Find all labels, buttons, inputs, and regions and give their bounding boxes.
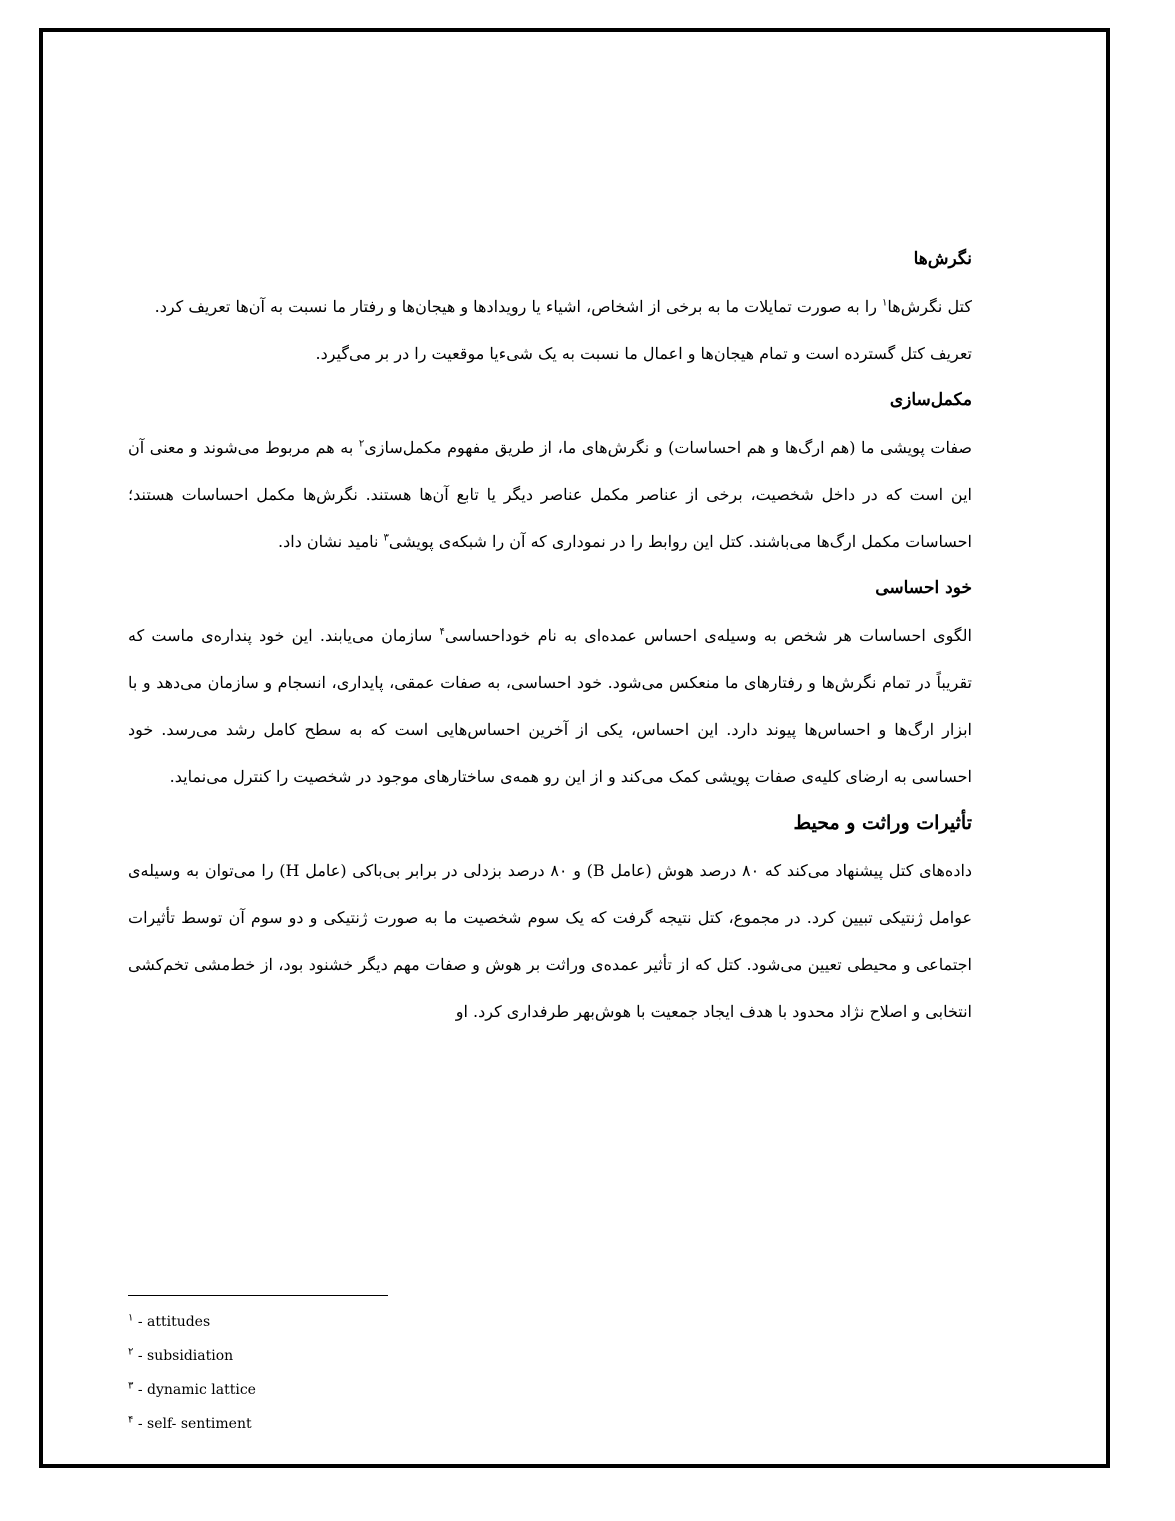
section-heading-subsidiation: مکمل‌سازی: [889, 390, 972, 410]
footnote-ref: ۳: [383, 532, 389, 544]
footnote-item: $^۱$ - attitudes: [128, 1312, 211, 1330]
footnote-item: $^۳$ - dynamic lattice: [128, 1380, 256, 1398]
footnote-item: $^۲$ - subsidiation: [128, 1346, 234, 1364]
paragraph: صفات پویشی ما (هم ارگ‌ها و هم احساسات) و نگرش‌های ما، از طریق مفهوم مکمل‌سازی$^۲$ به هم مربوط می‌شوند و معنی آن این است که در داخل شخصیت، برخی از عناصر مکمل عناصر دیگر یا تابع آن‌ها هستند. نگرش‌ها مکمل احساسات هستند؛ احساسات مکمل ارگ‌ها می‌باشند. کتل این روابط را در نموداری که آن را شبکه‌ی پویشی$^۳$ نامید نشان داد.: [128, 438, 972, 551]
paragraph: تعریف کتل گسترده است و تمام هیجان‌ها و اعمال ما نسبت به یک شیءیا موقعیت را در بر می‌گیرد.: [315, 344, 972, 363]
section-heading-attitudes: نگرش‌ها: [913, 249, 972, 269]
footnote-ref: ۱: [882, 297, 888, 309]
footnote-ref: ۲: [358, 438, 365, 450]
footnotes: [128, 1310, 728, 1446]
footnote-ref: ۴: [439, 626, 445, 638]
footnote-item: $^۴$ - self- sentiment: [128, 1414, 252, 1432]
section-heading-self-sentiment: خود احساسی: [875, 578, 972, 598]
section-heading-heredity: تأثیرات وراثت و محیط: [793, 812, 972, 834]
document-body: [128, 236, 972, 1035]
paragraph: داده‌های کتل پیشنهاد می‌کند که ۸۰ درصد هوش (عامل B) و ۸۰ درصد بزدلی در برابر بی‌باکی (عامل H) را می‌توان به وسیله‌ی عوامل ژنتیکی تبیین کرد. در مجموع، کتل نتیجه گرفت که یک سوم شخصیت ما به صورت ژنتیکی و دو سوم آن توسط تأثیرات اجتماعی و محیطی تعیین می‌شود. کتل که از تأثیر عمده‌ی وراثت بر هوش و صفات مهم دیگر خشنود بود، از خط‌مشی تخم‌کشی انتخابی و اصلاح نژاد محدود با هدف ایجاد جمعیت با هوش‌بهر طرفداری کرد. او: [128, 861, 973, 1021]
paragraph: کتل نگرش‌ها$^۱$ را به صورت تمایلات ما به برخی از اشخاص، اشیاء یا رویدادها و هیجان‌ها و رفتار ما نسبت به آن‌ها تعریف کرد.: [154, 297, 972, 316]
paragraph: الگوی احساسات هر شخص به وسیله‌ی احساس عمده‌ای به نام خوداحساسی$^۴$ سازمان می‌یابند. این خود پنداره‌ی ماست که تقریباً در تمام نگرش‌ها و رفتارهای ما منعکس می‌شود. خود احساسی، به صفات عمقی، پایداری، انسجام و سازمان می‌دهد و با ابزار ارگ‌ها و احساس‌ها پیوند دارد. این احساس، یکی از آخرین احساس‌هایی است که به سطح کامل رشد می‌رسد. خود احساسی به ارضای کلیه‌ی صفات پویشی کمک می‌کند و از این رو همه‌ی ساختارهای موجود در شخصیت را کنترل می‌نماید.: [128, 626, 972, 786]
footnote-separator: [128, 1295, 388, 1296]
